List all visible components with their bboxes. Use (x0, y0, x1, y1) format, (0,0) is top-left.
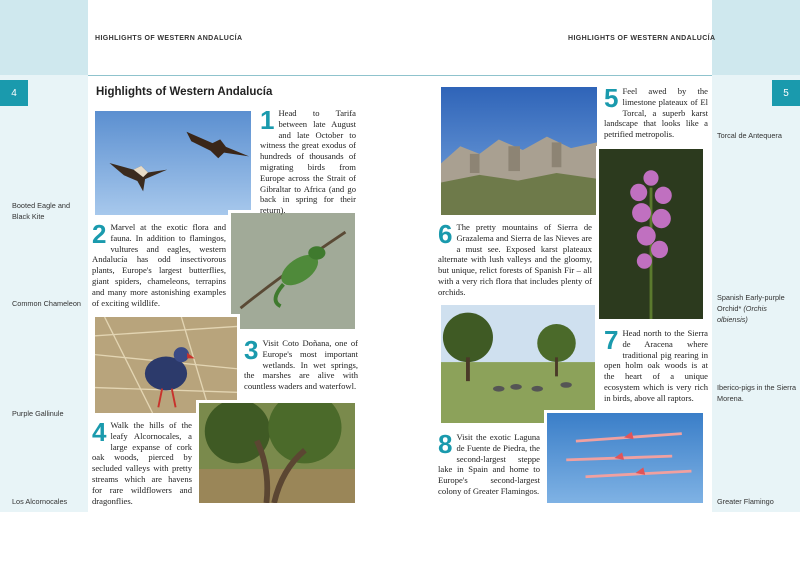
photo-alcornocales (196, 400, 358, 506)
bottom-blank (0, 512, 800, 564)
item-text: The pretty mountains of Sierra de Grazalema and Sierra de las Nieves are a must see. Exposed karst plateaux alternate with lush valleys and the gloomy, but unique, relict forests of Spanish Fir – all with a very rich flora that includes plenty of orchids. (438, 222, 592, 297)
caption-torcal: Torcal de Antequera (717, 131, 782, 140)
photo-chameleon (228, 210, 358, 332)
photo-eagle-kite (92, 108, 254, 218)
caption-chameleon: Common Chameleon (12, 299, 81, 308)
caption-gallinule: Purple Gallinule (12, 409, 64, 418)
item-7 (604, 325, 708, 404)
page-number-left: 4 (0, 80, 28, 106)
left-margin (0, 0, 88, 512)
photo-pigs (438, 302, 598, 426)
item-number: 7 (604, 325, 619, 355)
photo-flamingo (544, 410, 706, 506)
item-text: Marvel at the exotic flora and fauna. In addition to flamingos, vultures and eagles, western Andalucía has odd insectivorous plants, Europe's largest butterflies, giant spiders, chameleons, terrapins and many more astonishing examples of exciting wildlife. (92, 222, 226, 308)
caption-eagle-kite: Booted Eagle and Black Kite (12, 201, 71, 221)
item-text: Feel awed by the limestone plateaux of El Torcal, a superb karst landscape that looks like a petrified metropolis. (604, 86, 708, 140)
caption-orchid (717, 292, 797, 325)
item-text: Visit Coto Doñana, one of Europe's most important wetlands. In wet springs, the marshes are alive with countless waders and waterfowl. (244, 338, 358, 392)
item-number: 1 (260, 105, 275, 135)
item-number: 5 (604, 83, 619, 113)
page-title: Highlights of Western Andalucía (96, 86, 273, 98)
item-2 (92, 219, 226, 308)
item-3 (244, 335, 358, 392)
item-4 (92, 417, 192, 506)
item-1 (260, 105, 356, 216)
item-number: 4 (92, 417, 107, 447)
caption-orchid-latin: (Orchis olbiensis) (717, 304, 767, 324)
item-number: 3 (244, 335, 259, 365)
item-number: 2 (92, 219, 107, 249)
item-number: 8 (438, 429, 453, 459)
item-text: Head to Tarifa between late August and late October to witness the great exodus of hundreds of thousands of migrating birds from Europe across the Strait of Gibraltar to Africa (and go back in spring for their return). (260, 108, 356, 216)
caption-pigs: Iberico-pigs in the Sierra Morena. (717, 383, 797, 403)
caption-orchid-name: Spanish Early-purple Orchid* (717, 293, 785, 313)
item-8 (438, 429, 540, 497)
running-head-right: HIGHLIGHTS OF WESTERN ANDALUCÍA (568, 35, 716, 42)
caption-flamingo: Greater Flamingo (717, 497, 774, 506)
running-head-left: HIGHLIGHTS OF WESTERN ANDALUCÍA (95, 35, 243, 42)
item-6 (438, 219, 592, 298)
item-text: Walk the hills of the leafy Alcornocales, a large expanse of cork oak woods, pierced by secluded valleys with pretty streams which are havens for rare wildflowers and dragonflies. (92, 420, 192, 506)
item-text: Head north to the Sierra de Aracena where traditional pig rearing in open holm oak woods is at the heart of a unique ecosystem which is very rich in birds, above all raptors. (604, 328, 708, 403)
header-rule-left (88, 75, 400, 76)
item-number: 6 (438, 219, 453, 249)
item-text: Visit the exotic Laguna de Fuente de Piedra, the second-largest steppe lake in Spain and home to Europe's second-largest colony of Greater Flamingos. (438, 432, 540, 496)
header-rule-right (400, 75, 712, 76)
right-margin (712, 0, 800, 512)
photo-torcal (438, 84, 600, 218)
caption-alcornocales: Los Alcornocales (12, 497, 68, 506)
item-5 (604, 83, 708, 140)
photo-orchid (596, 146, 706, 322)
page-number-right: 5 (772, 80, 800, 106)
